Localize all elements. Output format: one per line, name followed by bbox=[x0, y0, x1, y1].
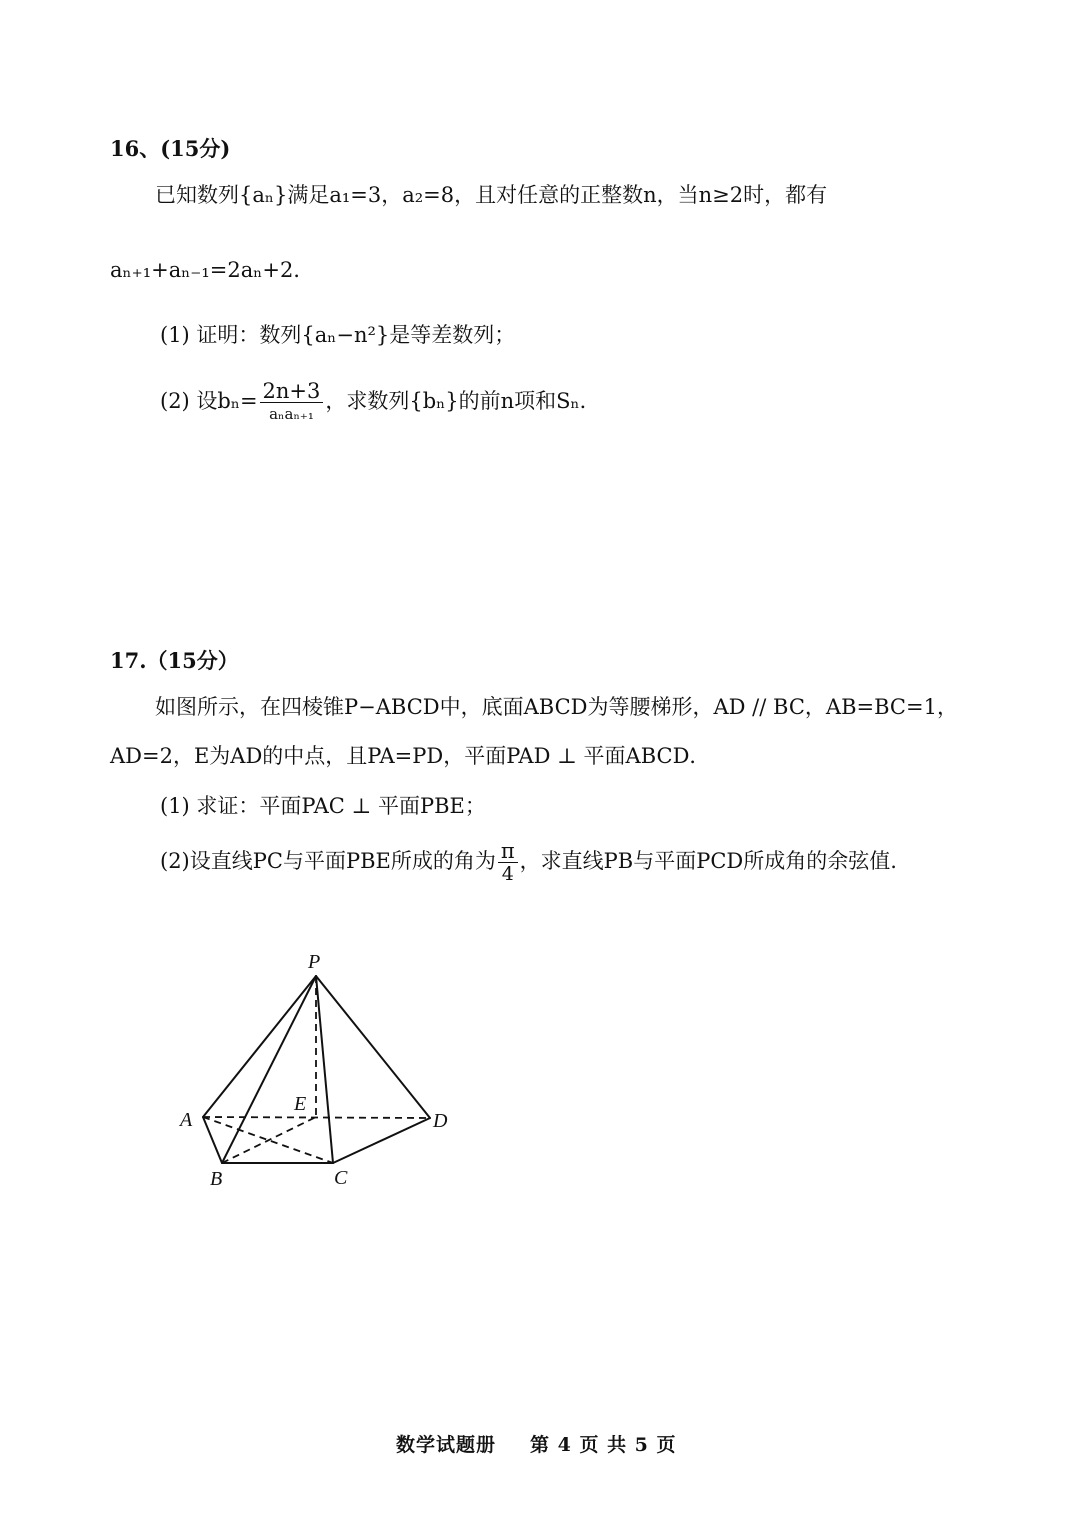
q16-fraction-numerator: 2n+3 bbox=[260, 380, 324, 403]
footer-book-title: 数学试题册 bbox=[396, 1434, 497, 1456]
q17-part2-prefix: (2)设直线PC与平面PBE所成的角为 bbox=[160, 849, 496, 873]
edge-AB bbox=[203, 1117, 222, 1163]
edge-PB bbox=[222, 976, 316, 1163]
q17-part2 bbox=[160, 840, 897, 885]
q16-fraction bbox=[260, 380, 324, 425]
edge-PD bbox=[316, 976, 430, 1118]
q17-stem-line1: 如图所示，在四棱锥P−ABCD中，底面ABCD为等腰梯形，AD // BC，AB=BC=1， bbox=[155, 695, 958, 719]
q16-header: 16、(15分) bbox=[110, 136, 231, 161]
q17-header: 17.（15分） bbox=[110, 648, 239, 673]
q16-stem-line2: aₙ₊₁+aₙ₋₁=2aₙ+2． bbox=[110, 258, 315, 282]
q16-stem-line1: 已知数列{aₙ}满足a₁=3，a₂=8，且对任意的正整数n，当n≥2时，都有 bbox=[155, 183, 828, 207]
label-C: C bbox=[334, 1167, 348, 1189]
q16-part2-prefix: (2) 设bₙ= bbox=[160, 389, 258, 413]
q17-part1: (1) 求证：平面PAC ⊥ 平面PBE； bbox=[160, 794, 486, 818]
label-B: B bbox=[210, 1168, 223, 1190]
q17-part2-suffix: ，求直线PB与平面PCD所成角的余弦值. bbox=[519, 849, 897, 873]
footer-page-number: 第 4 页 共 5 页 bbox=[530, 1434, 677, 1456]
edge-AD-hidden bbox=[203, 1117, 430, 1118]
q16-fraction-denominator: aₙaₙ₊₁ bbox=[269, 405, 314, 423]
label-P: P bbox=[308, 951, 321, 973]
q16-part1: (1) 证明：数列{aₙ−n²}是等差数列； bbox=[160, 323, 516, 347]
q17-fraction-denominator: 4 bbox=[501, 863, 514, 885]
pyramid-figure bbox=[170, 940, 470, 1200]
segment-BE-hidden bbox=[222, 1117, 316, 1163]
q17-fraction bbox=[498, 840, 518, 885]
q17-stem-line2: AD=2，E为AD的中点，且PA=PD，平面PAD ⊥ 平面ABCD． bbox=[110, 744, 711, 768]
q16-part2-suffix: ，求数列{bₙ}的前n项和Sₙ． bbox=[325, 389, 601, 413]
edge-CD bbox=[333, 1118, 430, 1163]
q17-fraction-numerator: π bbox=[498, 840, 518, 863]
label-A: A bbox=[180, 1109, 193, 1131]
q16-part2 bbox=[160, 380, 601, 425]
label-E: E bbox=[294, 1093, 307, 1115]
edge-PC bbox=[316, 976, 333, 1163]
label-D: D bbox=[433, 1110, 448, 1132]
